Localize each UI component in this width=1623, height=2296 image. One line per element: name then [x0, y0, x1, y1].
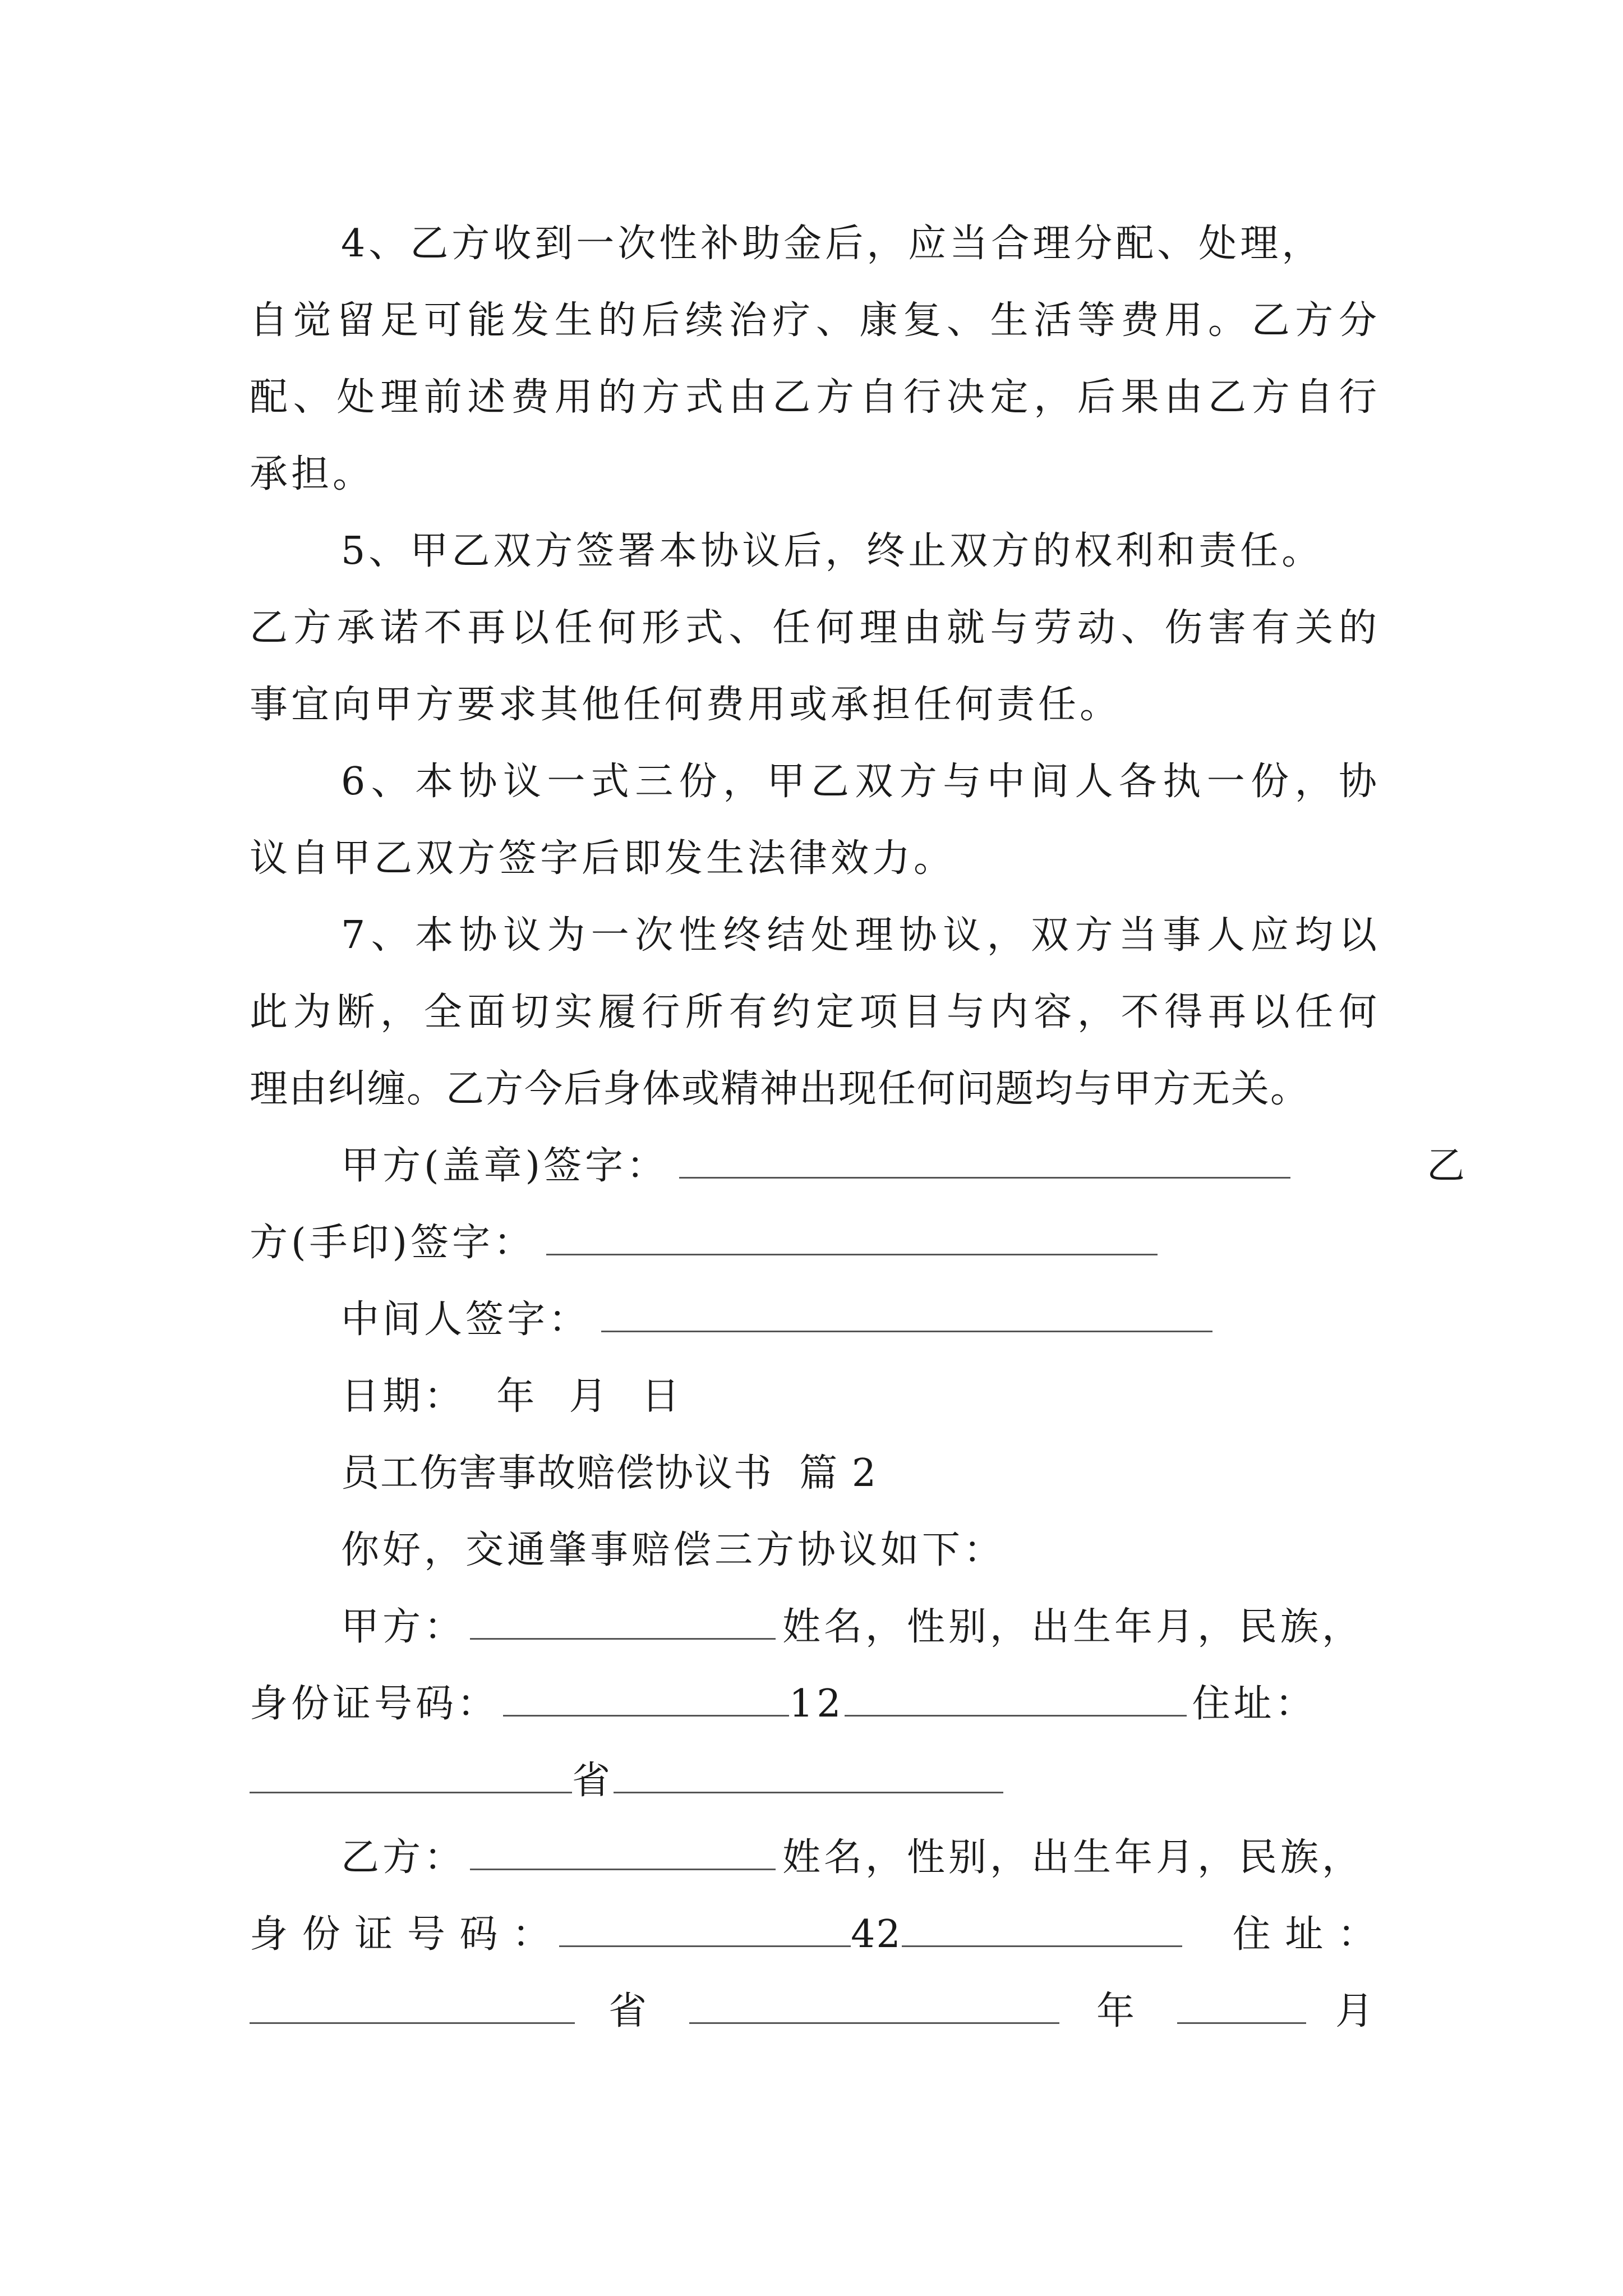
party-a-label: 甲方：: [341, 1605, 466, 1649]
clause-5-line-3: 事宜向甲方要求其他任何费用或承担任何责任。: [250, 683, 1122, 727]
party-b-signature-label-start: 乙: [1426, 1144, 1468, 1188]
party-a-address-row: [250, 1759, 1377, 1803]
party-a-province: 省: [572, 1759, 614, 1803]
party-a-id-row: [250, 1682, 1377, 1727]
party-b-address-blank-2[interactable]: [689, 1990, 1059, 2024]
party-b-address-row: [250, 1989, 1377, 2034]
party-b-row: [341, 1835, 1468, 1880]
party-a-id-blank-2[interactable]: [845, 1682, 1187, 1717]
party-b-id-blank-2[interactable]: [902, 1913, 1182, 1947]
party-b-month-blank[interactable]: [1177, 1990, 1306, 2024]
party-a-id-label: 身份证号码：: [250, 1682, 499, 1726]
party-a-fields: 姓名，性别，出生年月，民族，: [782, 1605, 1364, 1649]
clause-6-line-1: 6、本协议一式三份，甲乙双方与中间人各执一份，协: [341, 760, 1377, 804]
date-line: 日期： 年 月 日: [341, 1374, 683, 1419]
party-b-year: 年: [1096, 1989, 1138, 2033]
clause-5-line-2: 乙方承诺不再以任何形式、任何理由就与劳动、伤害有关的: [250, 606, 1377, 650]
party-b-address-blank-1[interactable]: [250, 1990, 575, 2024]
middleman-signature-label: 中间人签字：: [341, 1297, 591, 1342]
party-a-address-label: 住址：: [1192, 1682, 1317, 1726]
clause-4-line-3: 配、处理前述费用的方式由乙方自行决定，后果由乙方自行: [250, 375, 1377, 420]
clause-4-line-2: 自觉留足可能发生的后续治疗、康复、生活等费用。乙方分: [250, 298, 1377, 343]
party-a-signature-row: [341, 1144, 1468, 1189]
clause-5-line-1: 5、甲乙双方签署本协议后，终止双方的权利和责任。: [341, 529, 1324, 573]
middleman-signature-blank[interactable]: [601, 1298, 1212, 1332]
clause-7-line-3: 理由纠缠。乙方今后身体或精神出现任何问题均与甲方无关。: [250, 1067, 1310, 1111]
party-b-name-blank[interactable]: [470, 1836, 776, 1870]
party-b-id-label: 身 份 证 号 码 ：: [250, 1912, 552, 1957]
section-2-title: 员工伤害事故赔偿协议书 篇 2: [341, 1451, 878, 1496]
party-a-address-blank-2[interactable]: [614, 1759, 1003, 1793]
party-b-signature-label: 方(手印)签字：: [250, 1221, 536, 1265]
clause-7-line-2: 此为断，全面切实履行所有约定项目与内容，不得再以任何: [250, 990, 1377, 1034]
party-b-signature-row: [250, 1221, 1377, 1266]
party-a-id-blank-1[interactable]: [503, 1682, 789, 1717]
party-b-fields: 姓名，性别，出生年月，民族，: [782, 1835, 1364, 1880]
party-a-address-blank-1[interactable]: [250, 1759, 572, 1793]
party-b-id-row: [250, 1912, 1377, 1957]
party-b-address-label: 住 址 ：: [1232, 1912, 1377, 1957]
section-2-intro: 你好，交通肇事赔偿三方协议如下：: [341, 1528, 1006, 1572]
party-a-name-blank[interactable]: [470, 1605, 776, 1640]
party-b-id-blank-1[interactable]: [559, 1913, 851, 1947]
party-a-row: [341, 1605, 1468, 1650]
party-a-signature-label: 甲方(盖章)签字：: [341, 1144, 668, 1188]
party-b-month: 月: [1335, 1989, 1377, 2033]
party-b-id-value: 42: [851, 1912, 902, 1957]
clause-7-line-1: 7、本协议为一次性终结处理协议，双方当事人应均以: [341, 913, 1377, 958]
clause-6-line-2: 议自甲乙双方签字后即发生法律效力。: [250, 836, 956, 881]
middleman-signature-row: [341, 1297, 1468, 1342]
clause-4-line-1: 4、乙方收到一次性补助金后，应当合理分配、处理，: [341, 222, 1324, 266]
party-a-id-value: 12: [789, 1682, 845, 1726]
party-b-label: 乙方：: [341, 1835, 466, 1880]
party-b-signature-blank[interactable]: [546, 1221, 1158, 1255]
clause-4-line-4: 承担。: [250, 452, 375, 496]
party-a-signature-blank[interactable]: [679, 1144, 1290, 1179]
party-b-province: 省: [608, 1989, 651, 2033]
